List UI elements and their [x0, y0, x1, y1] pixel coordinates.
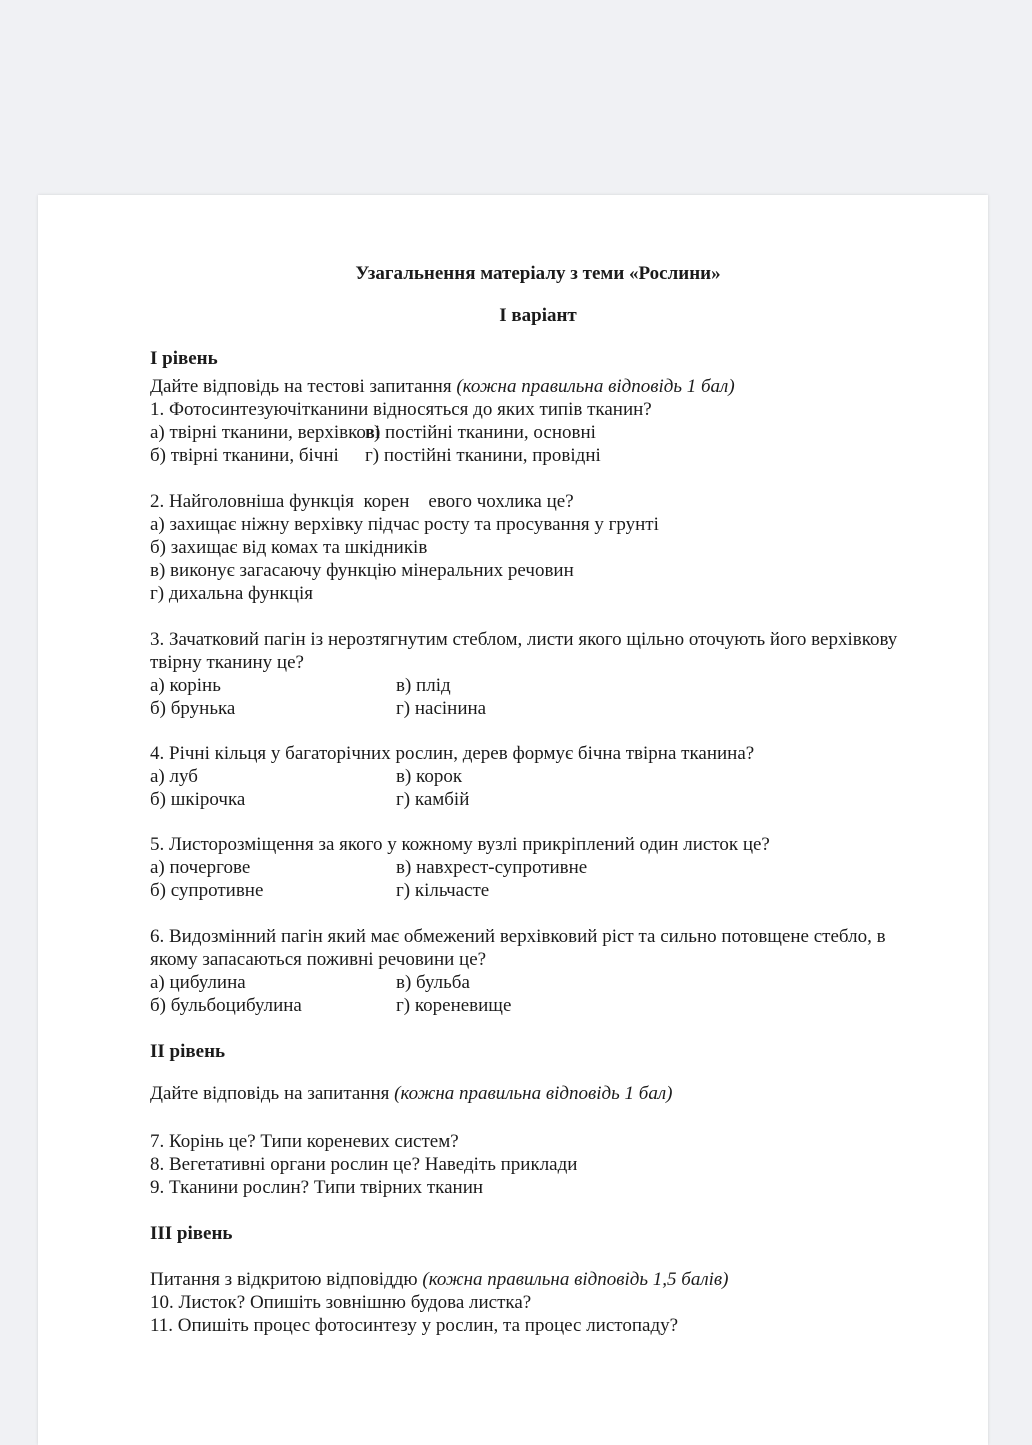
- question-5-options-row-2: [150, 879, 926, 902]
- variant-heading: І варіант: [499, 305, 577, 326]
- level3-intro-text: Питання з відкритою відповіддю: [150, 1269, 423, 1290]
- question-6-text-line1: 6. Видозмінний пагін який має обмежений верхівковий ріст та сильно потовщене стебло, в: [150, 926, 886, 947]
- level3-heading: ІІІ рівень: [150, 1223, 233, 1244]
- level3-score-note: (кожна правильна відповідь 1,5 балів): [422, 1269, 729, 1290]
- doc-title: Узагальнення матеріалу з теми «Рослини»: [355, 263, 721, 284]
- level3-intro: [150, 1268, 926, 1291]
- question-2-text: 2. Найголовніша функція корен евого чохлика це?: [150, 491, 574, 512]
- question-3-text-line2: твірну тканину це?: [150, 652, 304, 673]
- question-6-option-b: б) бульбоцибулина: [150, 995, 302, 1016]
- question-1-options-row-2: [150, 444, 926, 467]
- level2-intro-text: Дайте відповідь на запитання: [150, 1083, 395, 1104]
- question-10-text: 10. Листок? Опишіть зовнішню будова листка?: [150, 1292, 532, 1313]
- question-4-option-a: а) луб: [150, 766, 198, 787]
- question-5-text: 5. Листорозміщення за якого у кожному вузлі прикріплений один листок це?: [150, 834, 770, 855]
- question-6-option-v: в) бульба: [396, 972, 470, 993]
- question-3-text-line1: 3. Зачатковий пагін із нерозтягнутим стеблом, листи якого щільно оточують його верхівкову: [150, 629, 898, 650]
- question-4-option-b: б) шкірочка: [150, 789, 246, 810]
- question-5-option-b: б) супротивне: [150, 880, 264, 901]
- level2-score-note: (кожна правильна відповідь 1 бал): [394, 1083, 673, 1104]
- question-1-options-row-1: [150, 421, 926, 444]
- question-6-options-row-1: [150, 971, 926, 994]
- question-4-option-g: г) камбій: [396, 789, 470, 810]
- question-9-text: 9. Тканини рослин? Типи твірних тканин: [150, 1177, 484, 1198]
- question-1-option-g: г) постійні тканини, провідні: [365, 445, 601, 466]
- level1-score-note: (кожна правильна відповідь 1 бал): [456, 376, 735, 397]
- question-2-option-v: в) виконує загасаючу функцію мінеральних речовин: [150, 560, 574, 581]
- question-1-option-a: а) твірні тканини, верхівкові: [150, 422, 381, 443]
- question-6-options-row-2: [150, 994, 926, 1017]
- question-7-text: 7. Корінь це? Типи кореневих систем?: [150, 1131, 459, 1152]
- question-6-option-g: г) кореневище: [396, 995, 512, 1016]
- question-4-text: 4. Річні кільця у багаторічних рослин, дерев формує бічна твірна тканина?: [150, 743, 755, 764]
- question-5-option-v: в) навхрест-супротивне: [396, 857, 588, 878]
- question-3-option-g: г) насінина: [396, 698, 487, 719]
- question-2-option-b: б) захищає від комах та шкідників: [150, 537, 428, 558]
- level2-heading: ІІ рівень: [150, 1041, 226, 1062]
- question-3-options-row-2: [150, 697, 926, 720]
- question-3-option-v: в) плід: [396, 675, 451, 696]
- question-6-option-a: а) цибулина: [150, 972, 246, 993]
- question-4-option-v: в) корок: [396, 766, 463, 787]
- question-1-option-b: б) твірні тканини, бічні: [150, 445, 339, 466]
- question-5-option-a: а) почергове: [150, 857, 251, 878]
- question-4-options-row-2: [150, 788, 926, 811]
- document-page: [38, 195, 988, 1445]
- level1-intro-text: Дайте відповідь на тестові запитання: [150, 376, 457, 397]
- question-8-text: 8. Вегетативні органи рослин це? Наведіть приклади: [150, 1154, 578, 1175]
- question-2-option-a: а) захищає ніжну верхівку підчас росту та просування у грунті: [150, 514, 659, 535]
- question-4-options-row-1: [150, 765, 926, 788]
- question-2-option-g: г) дихальна функція: [150, 583, 313, 604]
- question-5-option-g: г) кільчасте: [396, 880, 490, 901]
- level1-heading: І рівень: [150, 348, 218, 369]
- question-3-options-row-1: [150, 674, 926, 697]
- question-11-text: 11. Опишіть процес фотосинтезу у рослин, та процес листопаду?: [150, 1315, 679, 1336]
- question-3-option-b: б) брунька: [150, 698, 236, 719]
- question-6-text-line2: якому запасаються поживні речовини це?: [150, 949, 487, 970]
- question-1-text: 1. Фотосинтезуючітканини відносяться до яких типів тканин?: [150, 399, 652, 420]
- level2-intro: [150, 1082, 926, 1105]
- question-1-option-v: в) постійні тканини, основні: [365, 422, 596, 443]
- level1-intro: [150, 375, 926, 398]
- question-3-option-a: а) корінь: [150, 675, 221, 696]
- question-5-options-row-1: [150, 856, 926, 879]
